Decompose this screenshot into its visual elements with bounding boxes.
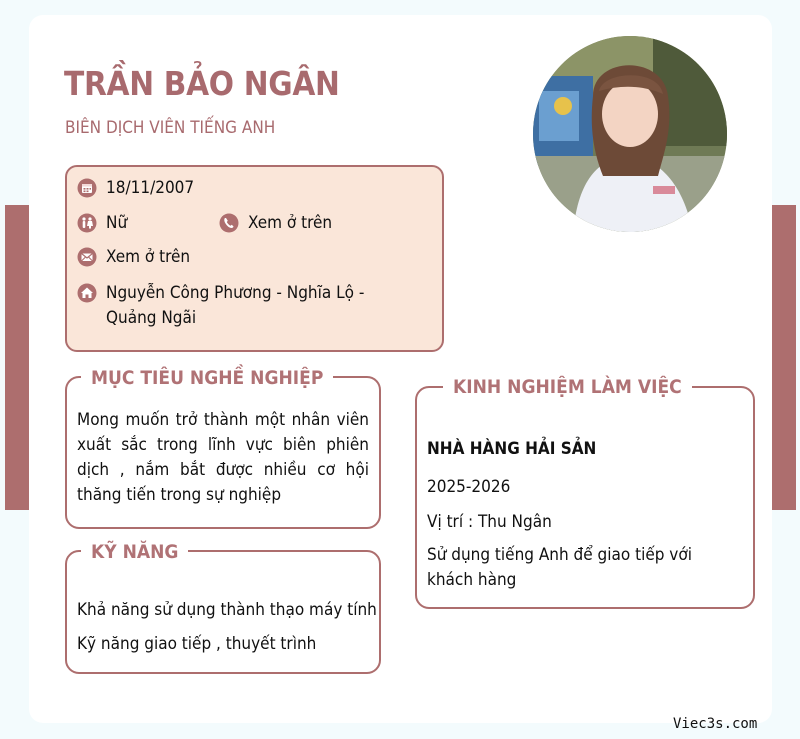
profile-photo [533, 36, 727, 232]
job-title: BIÊN DỊCH VIÊN TIẾNG ANH [65, 118, 276, 138]
home-icon [77, 283, 97, 303]
job-description [427, 543, 692, 593]
job-position: Vị trí : Thu Ngân [427, 512, 552, 532]
work-period: 2025-2026 [427, 477, 511, 497]
description-line-1: Sử dụng tiếng Anh để giao tiếp với [427, 545, 692, 565]
company-name: NHÀ HÀNG HẢI SẢN [427, 439, 597, 459]
birthdate-row [77, 176, 194, 201]
objective-line: , nắm bắt được nhiều cơ hội thăng [77, 460, 369, 505]
skills-heading: KỸ NĂNG [81, 541, 188, 563]
objective-line: tiến trong sự nghiệp [126, 485, 282, 505]
email-value: Xem ở trên [106, 247, 191, 267]
calendar-icon [77, 178, 97, 198]
address-value [106, 281, 364, 331]
gender-icon [77, 213, 97, 233]
gender-row [77, 211, 127, 236]
address-row [77, 281, 364, 331]
phone-value: Xem ở trên [248, 213, 333, 233]
left-accent-bar [5, 205, 31, 510]
footer-brand: Viec3s.com [673, 716, 758, 732]
envelope-icon [77, 247, 97, 267]
objective-text [77, 408, 369, 508]
description-line-2: khách hàng [427, 570, 517, 590]
right-accent-bar [770, 205, 796, 510]
experience-heading: KINH NGHIỆM LÀM VIỆC [443, 376, 692, 398]
phone-icon [219, 213, 239, 233]
birthdate-value: 18/11/2007 [106, 178, 195, 198]
phone-row [219, 211, 332, 236]
objective-line: Mong muốn trở thành một nhân viên [77, 410, 369, 430]
gender-value: Nữ [106, 213, 128, 233]
address-line-1: Nguyễn Công Phương - Nghĩa Lộ - [106, 283, 365, 303]
candidate-name: TRẦN BẢO NGÂN [64, 64, 340, 103]
objective-line: xuất sắc trong lĩnh vực biên phiên dịch [77, 435, 369, 480]
skill-item: Khả năng sử dụng thành thạo máy tính [77, 600, 377, 620]
objective-heading: MỤC TIÊU NGHỀ NGHIỆP [81, 367, 333, 389]
address-line-2: Quảng Ngãi [106, 308, 197, 328]
email-row [77, 245, 190, 270]
skill-item: Kỹ năng giao tiếp , thuyết trình [77, 634, 317, 654]
